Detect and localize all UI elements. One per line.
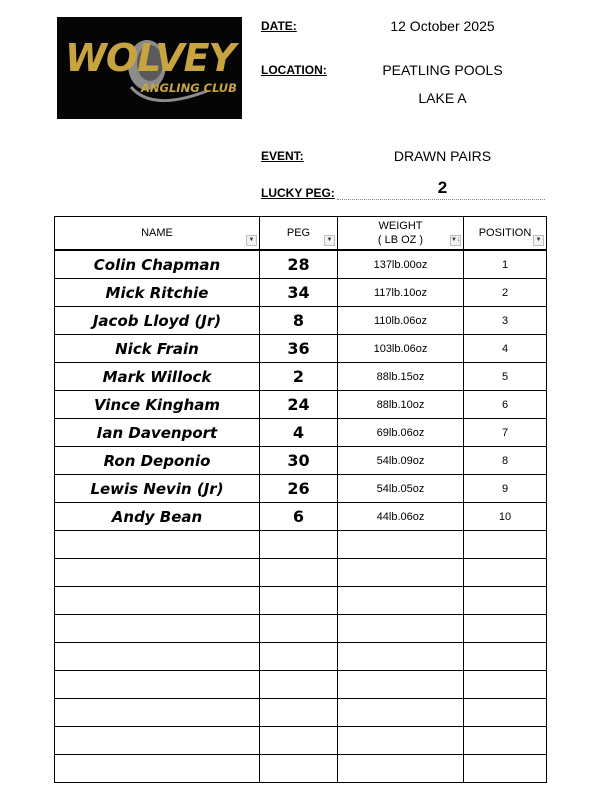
table-row xyxy=(55,335,547,363)
empty-cell xyxy=(260,587,338,615)
empty-cell xyxy=(260,699,338,727)
empty-cell xyxy=(55,615,260,643)
empty-cell xyxy=(338,671,464,699)
angler-name: Mick Ritchie xyxy=(55,279,260,307)
peg-number: 36 xyxy=(260,335,338,363)
table-row xyxy=(55,363,547,391)
angler-name: Colin Chapman xyxy=(55,250,260,279)
empty-cell xyxy=(55,587,260,615)
weight-value: 54lb.09oz xyxy=(338,447,464,475)
position-value: 2 xyxy=(464,279,547,307)
empty-cell xyxy=(464,559,547,587)
empty-cell xyxy=(55,643,260,671)
empty-cell xyxy=(260,531,338,559)
empty-cell xyxy=(464,643,547,671)
club-logo xyxy=(57,17,242,119)
event-label: EVENT: xyxy=(261,149,304,163)
empty-table-row xyxy=(55,643,547,671)
empty-cell xyxy=(338,727,464,755)
empty-cell xyxy=(260,727,338,755)
results-table xyxy=(54,216,547,783)
weight-value: 103lb.06oz xyxy=(338,335,464,363)
peg-number: 24 xyxy=(260,391,338,419)
angler-name: Lewis Nevin (Jr) xyxy=(55,475,260,503)
event-value: DRAWN PAIRS xyxy=(393,148,492,164)
peg-number: 8 xyxy=(260,307,338,335)
table-row xyxy=(55,279,547,307)
empty-table-row xyxy=(55,587,547,615)
empty-cell xyxy=(260,615,338,643)
weight-value: 88lb.15oz xyxy=(338,363,464,391)
dropdown-filter-icon[interactable]: ▼ xyxy=(324,235,335,246)
empty-cell xyxy=(55,531,260,559)
position-value: 4 xyxy=(464,335,547,363)
empty-cell xyxy=(260,755,338,783)
empty-cell xyxy=(55,755,260,783)
peg-number: 6 xyxy=(260,503,338,531)
weight-value: 44lb.06oz xyxy=(338,503,464,531)
peg-number: 30 xyxy=(260,447,338,475)
date-value: 12 October 2025 xyxy=(390,18,495,34)
weight-value: 137lb.00oz xyxy=(338,250,464,279)
lucky-peg-label: LUCKY PEG: xyxy=(261,186,335,200)
empty-table-row xyxy=(55,755,547,783)
position-value: 10 xyxy=(464,503,547,531)
empty-table-row xyxy=(55,615,547,643)
angler-name: Jacob Lloyd (Jr) xyxy=(55,307,260,335)
column-header-peg-label: PEG xyxy=(286,227,311,239)
table-header-row xyxy=(55,217,547,251)
date-label: DATE: xyxy=(261,19,297,33)
empty-cell xyxy=(338,531,464,559)
column-header-weight-unit: ( LB OZ ) xyxy=(377,234,424,246)
empty-cell xyxy=(338,587,464,615)
angler-name: Andy Bean xyxy=(55,503,260,531)
column-header-peg xyxy=(260,217,338,251)
empty-cell xyxy=(338,643,464,671)
table-row xyxy=(55,447,547,475)
empty-cell xyxy=(55,671,260,699)
position-value: 8 xyxy=(464,447,547,475)
angler-name: Vince Kingham xyxy=(55,391,260,419)
column-header-position xyxy=(464,217,547,251)
position-value: 7 xyxy=(464,419,547,447)
column-header-name-label: NAME xyxy=(141,227,173,239)
angler-name: Nick Frain xyxy=(55,335,260,363)
empty-cell xyxy=(338,755,464,783)
empty-table-row xyxy=(55,531,547,559)
table-row xyxy=(55,475,547,503)
peg-number: 4 xyxy=(260,419,338,447)
empty-table-row xyxy=(55,727,547,755)
sort-descending-filter-icon[interactable]: ▼↓ xyxy=(450,235,461,246)
column-header-position-label: POSITION xyxy=(478,227,532,239)
empty-cell xyxy=(260,643,338,671)
empty-cell xyxy=(464,615,547,643)
empty-table-row xyxy=(55,559,547,587)
empty-cell xyxy=(260,559,338,587)
position-value: 9 xyxy=(464,475,547,503)
table-row xyxy=(55,391,547,419)
position-value: 5 xyxy=(464,363,547,391)
weight-value: 117lb.10oz xyxy=(338,279,464,307)
angler-name: Mark Willock xyxy=(55,363,260,391)
table-row xyxy=(55,419,547,447)
empty-cell xyxy=(464,755,547,783)
peg-number: 34 xyxy=(260,279,338,307)
column-header-weight-label: WEIGHT xyxy=(378,220,423,232)
peg-number: 26 xyxy=(260,475,338,503)
empty-cell xyxy=(464,671,547,699)
empty-cell xyxy=(464,727,547,755)
peg-number: 2 xyxy=(260,363,338,391)
table-row xyxy=(55,307,547,335)
weight-value: 88lb.10oz xyxy=(338,391,464,419)
empty-cell xyxy=(464,699,547,727)
table-row xyxy=(55,250,547,279)
empty-cell xyxy=(464,587,547,615)
weight-value: 54lb.05oz xyxy=(338,475,464,503)
empty-cell xyxy=(55,699,260,727)
position-value: 6 xyxy=(464,391,547,419)
lucky-peg-underline xyxy=(337,199,545,200)
empty-cell xyxy=(464,531,547,559)
position-value: 1 xyxy=(464,250,547,279)
logo-subtitle: ANGLING CLUB xyxy=(141,81,237,95)
empty-table-row xyxy=(55,671,547,699)
empty-cell xyxy=(338,699,464,727)
location-label: LOCATION: xyxy=(261,63,327,77)
logo-wordmark: WOLVEY xyxy=(64,36,236,80)
column-header-name xyxy=(55,217,260,251)
peg-number: 28 xyxy=(260,250,338,279)
column-header-weight xyxy=(338,217,464,251)
weight-value: 69lb.06oz xyxy=(338,419,464,447)
empty-cell xyxy=(338,559,464,587)
empty-table-row xyxy=(55,699,547,727)
empty-cell xyxy=(260,671,338,699)
table-row xyxy=(55,503,547,531)
location-value: PEATLING POOLS xyxy=(382,62,503,78)
location-value-lake: LAKE A xyxy=(418,90,467,106)
dropdown-filter-icon[interactable]: ▼ xyxy=(246,235,257,246)
angler-name: Ron Deponio xyxy=(55,447,260,475)
weight-value: 110lb.06oz xyxy=(338,307,464,335)
lucky-peg-value: 2 xyxy=(437,178,448,197)
empty-cell xyxy=(55,727,260,755)
empty-cell xyxy=(338,615,464,643)
angler-name: Ian Davenport xyxy=(55,419,260,447)
dropdown-filter-icon[interactable]: ▼ xyxy=(533,235,544,246)
empty-cell xyxy=(55,559,260,587)
position-value: 3 xyxy=(464,307,547,335)
